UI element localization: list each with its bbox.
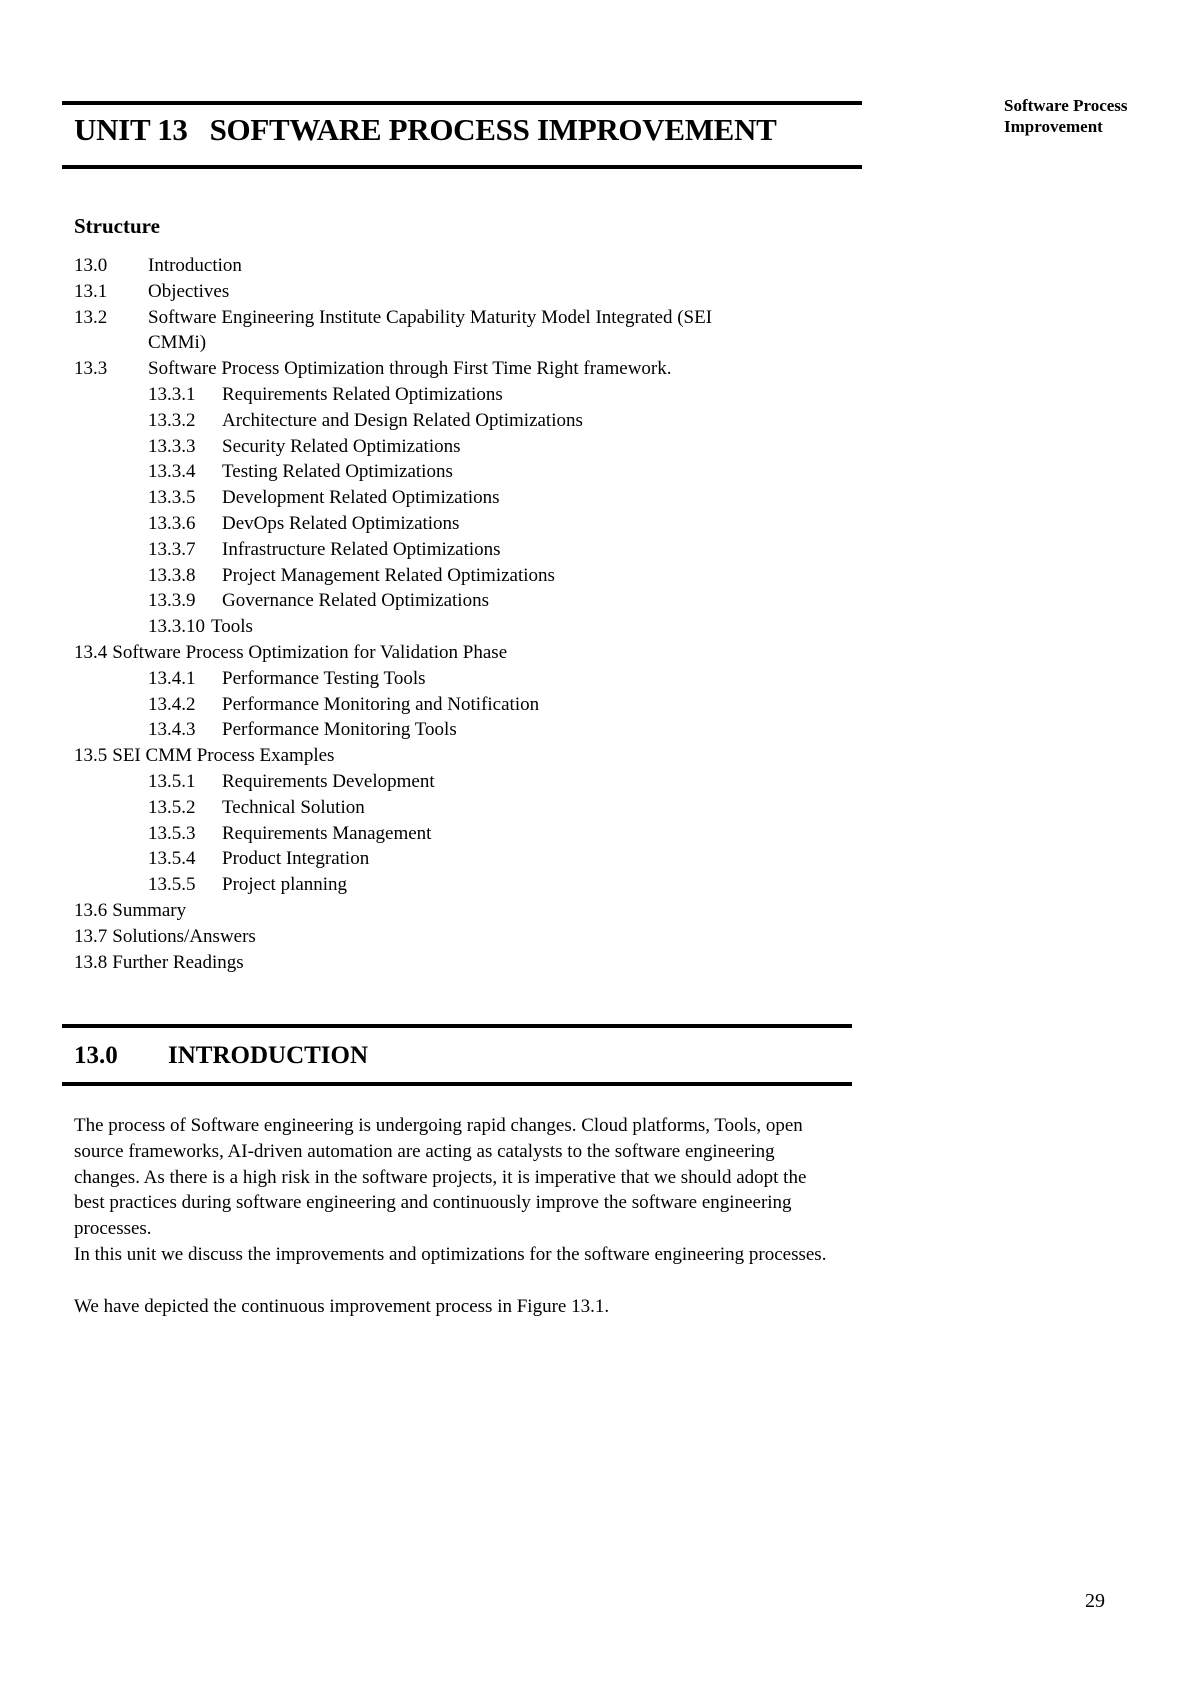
toc-item-title: Infrastructure Related Optimizations [222, 538, 501, 560]
toc-item-number: 13.4 [74, 641, 108, 663]
toc-item [74, 382, 712, 408]
toc-item [74, 924, 712, 950]
toc-item-title: Performance Monitoring and Notification [222, 693, 540, 715]
toc-item-title: Software Process Optimization for Validation Phase [112, 641, 508, 663]
section-number: 13.0 [74, 1042, 118, 1069]
table-of-contents [74, 253, 712, 975]
toc-item-number: 13.3.1 [148, 383, 196, 405]
toc-item-number: 13.3.4 [148, 461, 196, 483]
toc-item-number: 13.7 [74, 925, 108, 947]
toc-item [74, 950, 712, 976]
toc-item-title: Tools [211, 616, 253, 638]
toc-item-title: Governance Related Optimizations [222, 590, 489, 612]
page-number: 29 [1085, 1590, 1105, 1612]
toc-item-number: 13.5.3 [148, 822, 196, 844]
toc-item-title: Summary [112, 899, 187, 921]
toc-item [74, 279, 712, 305]
toc-item-number: 13.3.6 [148, 512, 196, 534]
toc-item-number: 13.5.1 [148, 770, 196, 792]
toc-item-number: 13.2 [74, 306, 108, 328]
intro-paragraph-3: We have depicted the continuous improvement process in Figure 13.1. [74, 1295, 610, 1317]
toc-item [74, 795, 712, 821]
introduction-body [74, 1113, 834, 1319]
intro-paragraph-1: The process of Software engineering is undergoing rapid changes. Cloud platforms, Tools, open source frameworks, AI-driven automation are acting as catalysts to the software engineering changes. As there is a high risk in the software projects, it is imperative that we should adopt the best practices during software engineering and continuously improve the software engineering processes. [74, 1115, 807, 1240]
toc-item-number: 13.6 [74, 899, 108, 921]
toc-item-number: 13.1 [74, 280, 108, 302]
title-bottom-rule [62, 165, 862, 169]
running-header-line-1: Software Process [1004, 96, 1128, 115]
toc-item [74, 485, 712, 511]
toc-item [74, 846, 712, 872]
toc-item-number: 13.5.2 [148, 796, 196, 818]
toc-item [74, 356, 712, 382]
unit-title [74, 112, 777, 148]
toc-item-title: Performance Testing Tools [222, 667, 426, 689]
toc-item [74, 872, 712, 898]
toc-item-title: SEI CMM Process Examples [112, 745, 335, 767]
toc-item-title: Performance Monitoring Tools [222, 719, 457, 741]
section-bottom-rule [62, 1082, 852, 1086]
toc-item [74, 330, 712, 356]
toc-item [74, 614, 712, 640]
toc-item-number: 13.5.4 [148, 848, 196, 870]
toc-item [74, 459, 712, 485]
toc-item [74, 692, 712, 718]
toc-item-number: 13.3.2 [148, 409, 196, 431]
running-header-line-2: Improvement [1004, 117, 1103, 136]
toc-item-title: Security Related Optimizations [222, 435, 461, 457]
toc-item-title: Introduction [148, 255, 242, 276]
toc-item-number: 13.3.7 [148, 538, 196, 560]
toc-item-title: Software Engineering Institute Capability Maturity Model Integrated (SEI [148, 306, 713, 328]
section-heading [74, 1042, 368, 1070]
toc-item-title: Architecture and Design Related Optimizations [222, 409, 583, 431]
toc-item [74, 537, 712, 563]
toc-item-title: Project planning [222, 874, 348, 896]
toc-item-number: 13.5.5 [148, 874, 196, 896]
toc-item [74, 588, 712, 614]
toc-item [74, 305, 712, 331]
structure-heading: Structure [74, 214, 160, 238]
toc-item-title: Further Readings [112, 951, 244, 973]
toc-item-title: Requirements Related Optimizations [222, 383, 503, 405]
toc-item-number: 13.3 [74, 358, 108, 380]
toc-item-title: Objectives [148, 280, 230, 302]
toc-item-title: Requirements Management [222, 822, 432, 844]
toc-item [74, 563, 712, 589]
section-title: INTRODUCTION [168, 1042, 369, 1069]
intro-paragraph-2: In this unit we discuss the improvements and optimizations for the software engineering processes. [74, 1243, 827, 1265]
toc-item-title: DevOps Related Optimizations [222, 512, 460, 534]
toc-item [74, 717, 712, 743]
toc-item-number: 13.4.2 [148, 693, 196, 715]
toc-item-number: 13.4.1 [148, 667, 196, 689]
toc-item-number: 13.3.5 [148, 487, 196, 509]
toc-item [74, 408, 712, 434]
toc-item-number: 13.3.9 [148, 590, 196, 612]
toc-item-title: Testing Related Optimizations [222, 461, 453, 483]
unit-name: SOFTWARE PROCESS IMPROVEMENT [209, 112, 777, 147]
title-top-rule [62, 101, 862, 105]
toc-item-number: 13.4.3 [148, 719, 196, 741]
toc-item [74, 666, 712, 692]
toc-item [74, 253, 712, 279]
toc-item [74, 434, 712, 460]
toc-item-title: Solutions/Answers [112, 925, 256, 947]
toc-item [74, 511, 712, 537]
toc-item-number: 13.3.10 [148, 616, 205, 638]
running-header [1004, 95, 1184, 137]
toc-item-number: 13.0 [74, 255, 108, 276]
toc-item-number: 13.3.3 [148, 435, 196, 457]
toc-item-title: CMMi) [148, 332, 207, 354]
toc-item-title: Technical Solution [222, 796, 365, 818]
toc-item-title: Project Management Related Optimizations [222, 564, 555, 586]
toc-item-title: Product Integration [222, 848, 370, 870]
toc-item-number: 13.8 [74, 951, 108, 973]
unit-number: UNIT 13 [74, 112, 188, 147]
toc-item-title: Requirements Development [222, 770, 435, 792]
toc-item [74, 769, 712, 795]
toc-item-title: Development Related Optimizations [222, 487, 500, 509]
toc-item [74, 898, 712, 924]
toc-item [74, 743, 712, 769]
toc-item [74, 821, 712, 847]
toc-item-number: 13.5 [74, 745, 108, 767]
toc-item-title: Software Process Optimization through First Time Right framework. [148, 358, 672, 380]
section-top-rule [62, 1024, 852, 1028]
toc-item-number: 13.3.8 [148, 564, 196, 586]
toc-item [74, 640, 712, 666]
